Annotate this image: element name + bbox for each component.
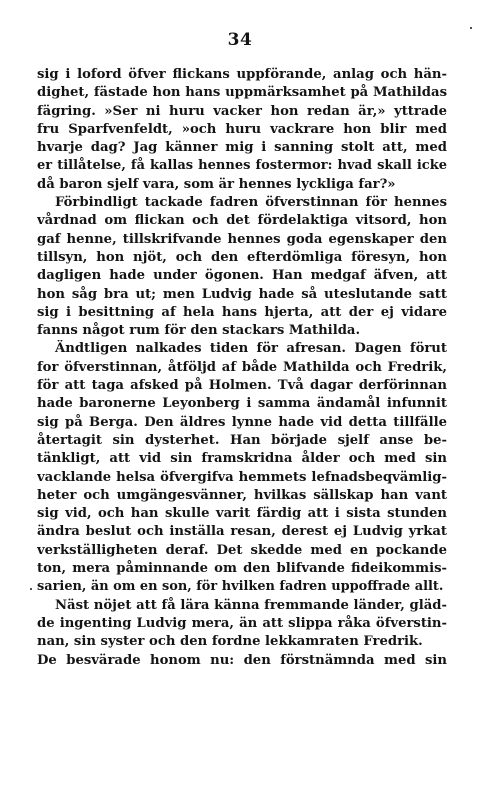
text-line: fägring. »Ser ni huru vacker hon redan är,» yttrade <box>37 103 447 119</box>
text-line: vacklande helsa öfvergifva hemmets lefnadsbeqvämlig- <box>37 469 447 485</box>
text-line: ton, mera påminnande om den blifvande fideikommis- <box>37 561 447 577</box>
text-line: vårdnad om flickan och det fördelaktiga vitsord, hon <box>37 213 447 229</box>
text-line: heter och umgängesvänner, hvilkas sällskap han vant <box>37 487 447 503</box>
text-line: de ingenting Ludvig mera, än att slippa råka öfverstin- <box>37 615 447 631</box>
body-text <box>37 66 447 670</box>
text-line: sarien, än om en son, för hvilken fadren uppoffrade allt. <box>37 579 444 595</box>
text-line: Förbindligt tackade fadren öfverstinnan för hennes <box>55 195 447 211</box>
text-line: Näst nöjet att få lära känna fremmande länder, gläd- <box>55 597 447 613</box>
text-line: tänkligt, att vid sin framskridna ålder och med sin <box>37 451 447 467</box>
text-line: gaf henne, tillskrifvande hennes goda egenskaper den <box>37 231 447 247</box>
text-line: sig vid, och han skulle varit färdig att i sista stunden <box>37 506 447 522</box>
page-number: 34 <box>227 30 253 50</box>
text-line: för att taga afsked på Holmen. Två dagar derförinnan <box>37 378 447 394</box>
text-line: tillsyn, hon njöt, och den efterdömliga föresyn, hon <box>37 249 447 265</box>
print-speck <box>30 588 32 590</box>
text-line: då baron sjelf vara, som är hennes lyckliga far?» <box>37 176 396 192</box>
text-line: De besvärade honom nu: den förstnämnda med sin <box>37 652 447 668</box>
text-line: fru Sparfvenfeldt, »och huru vackrare hon blir med <box>37 121 447 137</box>
print-speck <box>470 27 472 29</box>
text-line: återtagit sin dysterhet. Han började sjelf anse be- <box>37 432 447 448</box>
text-line: verkställigheten deraf. Det skedde med en pockande <box>37 542 447 558</box>
text-line: sig i loford öfver flickans uppförande, anlag och hän- <box>37 67 447 82</box>
text-line: ändra beslut och inställa resan, derest ej Ludvig yrkat <box>37 524 447 540</box>
text-line: fanns något rum för den stackars Mathilda. <box>37 323 361 339</box>
text-line: for öfverstinnan, åtföljd af både Mathilda och Fredrik, <box>37 359 447 375</box>
text-line: nan, sin syster och den fordne lekkamraten Fredrik. <box>37 634 423 650</box>
text-line: dagligen hade under ögonen. Han medgaf äfven, att <box>37 268 447 284</box>
text-line: sig i besittning af hela hans hjerta, att der ej vidare <box>37 304 447 320</box>
text-line: hon såg bra ut; men Ludvig hade så uteslutande satt <box>37 286 447 302</box>
text-line: er tillåtelse, få kallas hennes fostermor: hvad skall icke <box>37 158 447 174</box>
text-line: sig på Berga. Den äldres lynne hade vid detta tillfälle <box>37 414 447 430</box>
text-line: hade baronerne Leyonberg i samma ändamål infunnit <box>37 396 447 412</box>
text-line: Ändtligen nalkades tiden för afresan. Dagen förut <box>55 341 447 357</box>
text-line: hvarje dag? Jag känner mig i sanning stolt att, med <box>37 140 447 156</box>
text-line: dighet, fästade hon hans uppmärksamhet på Mathildas <box>37 85 447 101</box>
